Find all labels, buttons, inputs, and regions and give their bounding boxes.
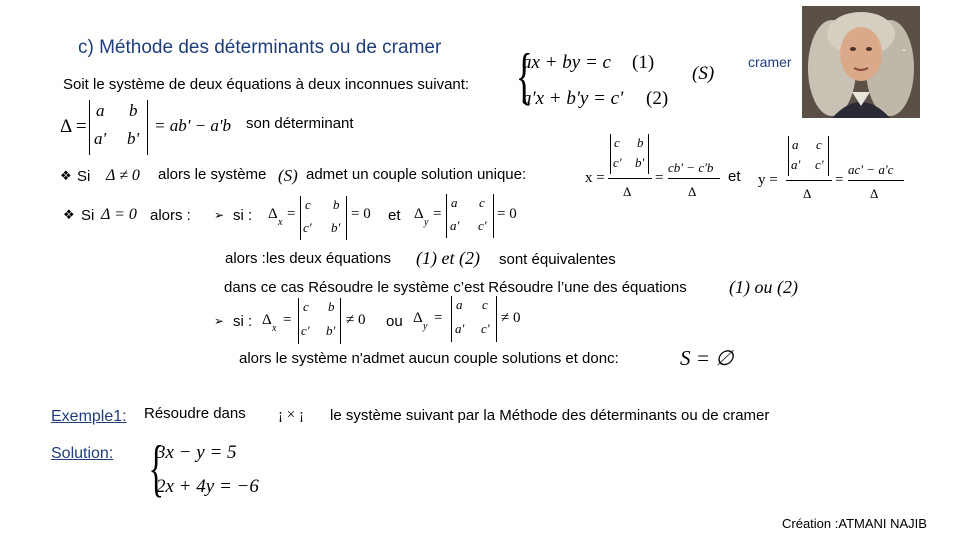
x-det-b-prime: b' bbox=[635, 155, 645, 170]
arrow-icon-2: ➢ bbox=[214, 314, 225, 328]
solution-eq2: 2x + 4y = −6 bbox=[156, 476, 259, 497]
x-det-b: b bbox=[637, 135, 644, 150]
ndx-delta: Δ bbox=[262, 312, 272, 328]
det-result: = ab' − a'b bbox=[154, 116, 231, 135]
eq2: a'x + b'y = c' bbox=[522, 88, 624, 109]
x-frac-den: Δ bbox=[688, 184, 697, 199]
dx-bar-left bbox=[300, 196, 301, 240]
dx-c-prime: c' bbox=[303, 220, 312, 235]
case1-text2: admet un couple solution unique: bbox=[306, 166, 527, 183]
case2-ou: ou bbox=[386, 313, 403, 330]
det-label: son déterminant bbox=[246, 115, 354, 132]
dy-sub: y bbox=[424, 217, 429, 228]
intro-text: Soit le système de deux équations à deux inconnues suivant: bbox=[63, 76, 470, 93]
dy-delta: Δ bbox=[414, 206, 424, 222]
ndy-a-prime: a' bbox=[455, 321, 465, 336]
dy-a: a bbox=[451, 195, 458, 210]
system-name: (S) bbox=[692, 63, 715, 84]
ndy-bar-left bbox=[451, 296, 452, 342]
y-den-1: Δ bbox=[803, 186, 812, 201]
ndy-a: a bbox=[456, 297, 463, 312]
case2-line4: alors le système n'admet aucun couple solutions et donc: bbox=[239, 350, 619, 367]
dx-eqsign: = bbox=[287, 206, 296, 222]
det-bar-right bbox=[147, 100, 148, 155]
y-det-c-prime: c' bbox=[815, 157, 824, 172]
dy-bar-left bbox=[446, 194, 447, 238]
ndy-eqsign: = bbox=[434, 310, 443, 326]
bullet-icon-2: ❖ bbox=[63, 207, 75, 222]
y-det-a: a bbox=[792, 137, 799, 152]
case1-et: et bbox=[728, 168, 741, 185]
ndx-bar-right bbox=[340, 298, 341, 344]
ndx-b: b bbox=[328, 299, 335, 314]
eq2-number: (2) bbox=[646, 88, 669, 109]
det-bar-left bbox=[89, 100, 90, 155]
dy-result: = 0 bbox=[497, 206, 517, 222]
case2-eqs: (1) et (2) bbox=[416, 248, 480, 268]
dy-eqsign: = bbox=[433, 206, 442, 222]
arrow-icon: ➢ bbox=[214, 208, 225, 222]
dx-b: b bbox=[333, 197, 340, 212]
example-text2: le système suivant par la Méthode des déterminants ou de cramer bbox=[330, 407, 770, 424]
y-frac-line-1 bbox=[786, 180, 832, 181]
y-det-c: c bbox=[816, 137, 822, 152]
y-frac-den: Δ bbox=[870, 186, 879, 201]
ndx-bar-left bbox=[298, 298, 299, 344]
example-set: ¡ × ¡ bbox=[278, 407, 304, 423]
cramer-portrait bbox=[802, 6, 920, 118]
dx-result: = 0 bbox=[351, 206, 371, 222]
y-mid-eq: = bbox=[835, 172, 844, 188]
case2-si: Si bbox=[81, 207, 95, 224]
case1-cond: Δ ≠ 0 bbox=[106, 167, 140, 184]
case1-system: (S) bbox=[278, 166, 298, 185]
ndy-result: ≠ 0 bbox=[501, 310, 521, 326]
x-det-bar-right bbox=[648, 134, 649, 174]
dy-bar-right bbox=[493, 194, 494, 238]
case2-cond: Δ = 0 bbox=[101, 206, 137, 223]
solution-label: Solution: bbox=[51, 445, 114, 462]
section-title: c) Méthode des déterminants ou de cramer bbox=[78, 37, 442, 58]
dy-c: c bbox=[479, 195, 485, 210]
dy-c-prime: c' bbox=[478, 218, 487, 233]
x-frac-line-1 bbox=[608, 178, 652, 179]
y-lhs: y = bbox=[758, 172, 778, 188]
portrait-mark: - bbox=[902, 42, 906, 56]
ndx-sub: x bbox=[272, 323, 277, 334]
case2-line2b: sont équivalentes bbox=[499, 251, 616, 268]
dx-sub: x bbox=[278, 217, 283, 228]
x-frac-line-2 bbox=[668, 178, 720, 179]
case1-text1: alors le système bbox=[158, 166, 267, 183]
ndy-sub: y bbox=[423, 321, 428, 332]
portrait-image bbox=[802, 6, 920, 118]
case2-eqs-ou: (1) ou (2) bbox=[729, 277, 798, 297]
ndy-delta: Δ bbox=[413, 310, 423, 326]
case2-si2: si : bbox=[233, 207, 253, 224]
case2-alors: alors : bbox=[150, 207, 191, 224]
ndx-c-prime: c' bbox=[301, 323, 310, 338]
credit-text: Création :ATMANI NAJIB bbox=[782, 516, 927, 531]
delta-symbol: Δ = bbox=[60, 116, 87, 137]
cramer-label: cramer bbox=[748, 54, 792, 70]
x-mid-eq: = bbox=[655, 170, 664, 186]
example-text1: Résoudre dans bbox=[144, 405, 246, 422]
ndx-b-prime: b' bbox=[326, 323, 336, 338]
det-a: a bbox=[96, 101, 105, 120]
x-frac-num: cb' − c'b bbox=[668, 160, 714, 175]
case2-et: et bbox=[388, 207, 401, 224]
dy-a-prime: a' bbox=[450, 218, 460, 233]
ndx-result: ≠ 0 bbox=[346, 312, 366, 328]
dx-bar-right bbox=[346, 196, 347, 240]
case2-si3: si : bbox=[233, 313, 253, 330]
det-a-prime: a' bbox=[94, 129, 107, 148]
y-frac-num: ac' − a'c bbox=[848, 162, 894, 177]
x-lhs: x = bbox=[585, 170, 605, 186]
solution-brace: { bbox=[148, 432, 165, 503]
ndx-eqsign: = bbox=[283, 312, 292, 328]
x-det-c: c bbox=[614, 135, 620, 150]
solution-eq1: 3x − y = 5 bbox=[156, 442, 237, 463]
dx-delta: Δ bbox=[268, 206, 278, 222]
ndx-c: c bbox=[303, 299, 309, 314]
dx-b-prime: b' bbox=[331, 220, 341, 235]
bullet-icon: ❖ bbox=[60, 168, 72, 183]
empty-set: S = ∅ bbox=[680, 346, 734, 370]
example-label: Exemple1: bbox=[51, 408, 127, 425]
case2-line2a: alors :les deux équations bbox=[225, 250, 391, 267]
dx-c: c bbox=[305, 197, 311, 212]
eq1-number: (1) bbox=[632, 52, 655, 73]
x-det-bar-left bbox=[610, 134, 611, 174]
ndy-bar-right bbox=[496, 296, 497, 342]
y-det-bar-right bbox=[828, 136, 829, 176]
ndy-c: c bbox=[482, 297, 488, 312]
y-det-a-prime: a' bbox=[791, 157, 801, 172]
det-b-prime: b' bbox=[127, 129, 140, 148]
x-den-1: Δ bbox=[623, 184, 632, 199]
system-brace: { bbox=[515, 40, 533, 111]
case2-line3: dans ce cas Résoudre le système c’est Résoudre l’une des équations bbox=[224, 279, 687, 296]
y-det-bar-left bbox=[788, 136, 789, 176]
x-det-c-prime: c' bbox=[613, 155, 622, 170]
ndy-c-prime: c' bbox=[481, 321, 490, 336]
eq1: ax + by = c bbox=[522, 52, 611, 73]
case1-si: Si bbox=[77, 168, 91, 185]
det-b: b bbox=[129, 101, 138, 120]
y-frac-line-2 bbox=[848, 180, 904, 181]
